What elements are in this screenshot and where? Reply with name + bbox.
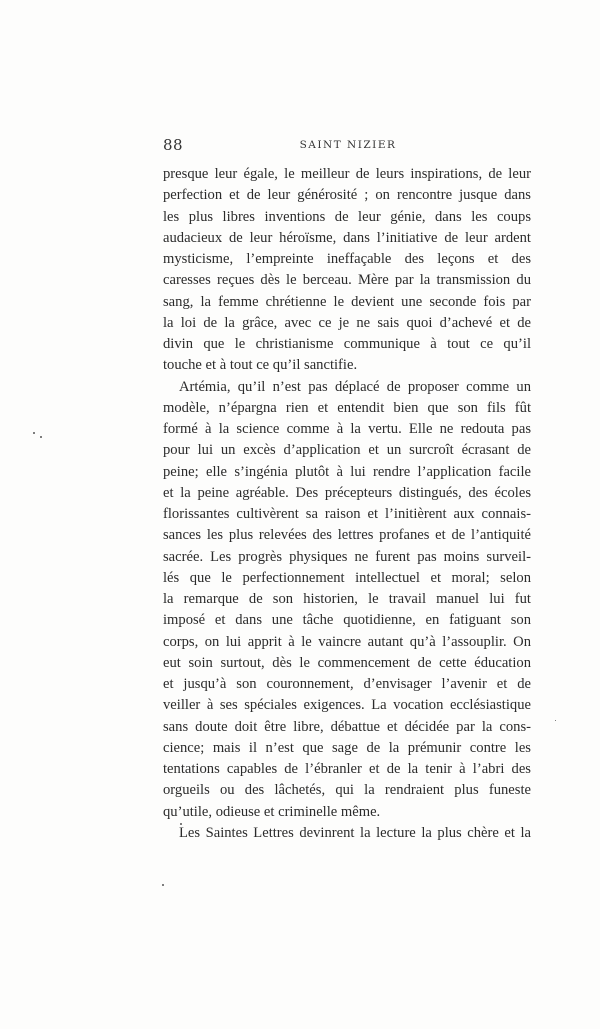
text-line: eut soin surtout, dès le commencement de cette éducation (163, 654, 531, 671)
scan-speck (40, 436, 42, 438)
text-line: imposé et dans une tâche quotidienne, en fatiguant son (163, 612, 531, 629)
text-line: mysticisme, l’empreinte ineffaçable des leçons et des (163, 251, 531, 267)
text-line: et jusqu’à son couronnement, d’envisager l’avenir et de (163, 676, 531, 692)
text-line: lés que le perfectionnement intellectuel et moral; selon (163, 569, 531, 586)
text-line: tentations capables de l’ébranler et de la tenir à l’abri des (163, 761, 531, 777)
text-line: la loi de la grâce, avec ce je ne sais quoi d’achevé et de (163, 314, 531, 331)
text-line: les plus libres inventions de leur génie, dans les coups (163, 208, 531, 225)
scan-speck (180, 823, 182, 825)
text-line: qu’utile, odieuse et criminelle même. (163, 803, 381, 820)
text-line: pour lui un excès d’application et un surcroît écrasant de (163, 442, 531, 459)
text-line: sans doute doit être libre, débattue et décidée par la cons- (163, 718, 531, 735)
text-line: formé à la science comme à la vertu. Elle ne redouta pas (163, 421, 531, 437)
text-line: presque leur égale, le meilleur de leurs inspirations, de leur (163, 166, 531, 182)
text-line: caresses reçues dès le berceau. Mère par la transmission du (163, 272, 531, 289)
text-line: cience; mais il n’est que sage de la prémunir contre les (163, 739, 531, 756)
text-line: peine; elle s’ingénia plutôt à lui rendre l’application facile (163, 463, 531, 480)
page-number: 88 (163, 136, 184, 154)
text-line: modèle, n’épargna rien et entendit bien que son fils fût (163, 399, 531, 416)
text-line: Les Saintes Lettres devinrent la lecture la plus chère et la (179, 824, 531, 841)
scan-speck (162, 884, 164, 886)
running-head: SAINT NIZIER (299, 139, 397, 151)
body-text (163, 164, 531, 844)
text-line: veiller à ses spéciales exigences. La vocation ecclésiastique (163, 697, 531, 714)
text-line: et la peine agréable. Des précepteurs distingués, des écoles (163, 484, 531, 501)
text-line: corps, on lui apprit à le vaincre autant qu’à l’assouplir. On (163, 633, 531, 650)
text-line: touche et à tout ce qu’il sanctifie. (163, 357, 358, 374)
text-line: la remarque de son historien, le travail manuel lui fut (163, 591, 531, 607)
page-header (163, 136, 533, 158)
text-line: sances les plus relevées des lettres profanes et de l’antiquité (163, 527, 531, 544)
text-line: orgueils ou des lâchetés, qui la rendraient plus funeste (163, 782, 531, 799)
text-line: perfection et de leur générosité ; on rencontre jusque dans (163, 187, 531, 204)
text-line: Artémia, qu’il n’est pas déplacé de proposer comme un (179, 378, 531, 395)
scan-speck (33, 432, 35, 434)
text-line: sacrée. Les progrès physiques ne furent pas moins surveil- (163, 548, 531, 565)
text-line: sang, la femme chrétienne le devient une seconde fois par (163, 293, 531, 310)
text-line: audacieux de leur héroïsme, dans l’initiative de leur ardent (163, 229, 531, 246)
text-line: divin que le christianisme communique à tout ce qu’il (163, 336, 531, 352)
scan-speck (555, 720, 556, 721)
text-line: florissantes cultivèrent sa raison et l’initièrent aux connais- (163, 506, 531, 522)
